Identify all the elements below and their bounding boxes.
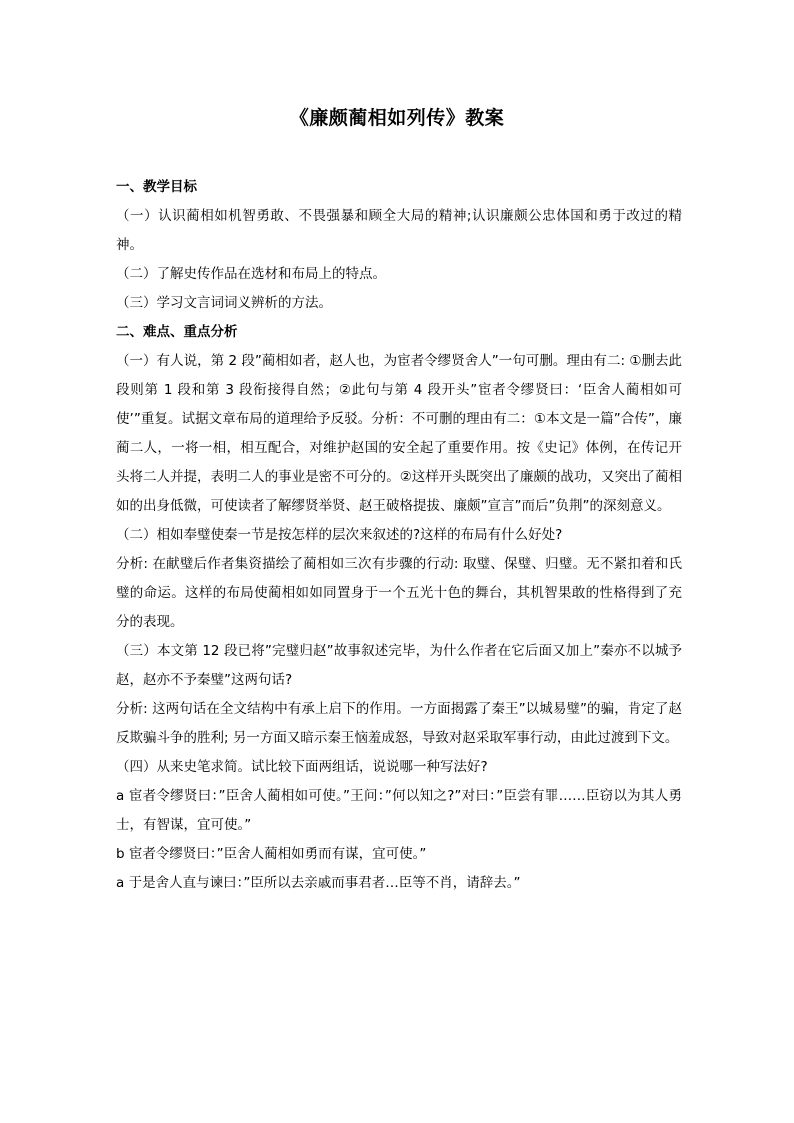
paragraph: （三）学习文言词词义辨析的方法。 [116,295,332,311]
paragraph: （二）了解史传作品在选材和布局上的特点。 [116,266,386,282]
paragraph: （一）有人说，第 2 段”蔺相如者，赵人也，为宦者令缪贤舍人”一句可删。理由有二: ①删去此段则第 1 段和第 3 段衔接得自然；②此句与第 4 段开头”宦者令缪贤曰：‘臣舍人蔺相如可使’”重复。试据文章布局的道理给予反驳。分析：不可删的理由有二：①本文是一篇”合传”，廉蔺二人，一将一相，相互配合，对维护赵国的安全起了重要作用。按《史记》体例，在传记开头将二人并提，表明二人的事业是密不可分的。②这样开头既突出了廉颇的战功，又突出了蔺相如的出身低微，可使读者了解缪贤举贤、赵王破格提拔、廉颇”宣言”而后”负荆”的深刻意义。 [116,353,682,514]
paragraph: 分析: 这两句话在全文结构中有承上启下的作用。一方面揭露了秦王”以城易璧”的骗，肯定了赵反欺骗斗争的胜利; 另一方面又暗示秦王恼羞成怒，导致对赵采取军事行动，由此过渡到下文。 [116,701,682,746]
paragraph: a 于是舍人直与谏曰：”臣所以去亲戚而事君者…臣等不肖，请辞去。” [116,875,521,891]
paragraph: b 宦者令缪贤曰：”臣舍人蔺相如勇而有谋，宜可使。” [116,846,427,862]
section-heading: 二、难点、重点分析 [116,324,238,340]
section-key-points [116,318,682,898]
paragraph: （三）本文第 12 段已将”完璧归赵”故事叙述完毕，为什么作者在它后面又加上”秦亦不以城予赵，赵亦不予秦璧”这两句话? [116,643,682,688]
document-title: 《廉颇蔺相如列传》教案 [289,107,505,129]
paragraph: a 宦者令缪贤曰：”臣舍人蔺相如可使。”王问：”何以知之?”对曰：”臣尝有罪……臣窃以为其人勇士，有智谋，宜可使。” [116,788,682,833]
paragraph: 分析: 在献璧后作者集资描绘了蔺相如三次有步骤的行动: 取璧、保璧、归璧。无不紧扣着和氏璧的命运。这样的布局使蔺相如如同置身于一个五光十色的舞台，其机智果敢的性格得到了充分的表现。 [116,556,682,630]
paragraph: （二）相如奉璧使秦一节是按怎样的层次来叙述的?这样的布局有什么好处? [116,527,563,543]
section-teaching-goals [116,173,682,318]
section-heading: 一、教学目标 [116,179,197,195]
paragraph: （四）从来史笔求简。试比较下面两组话，说说哪一种写法好? [116,759,488,775]
paragraph: （一）认识蔺相如机智勇敢、不畏强暴和顾全大局的精神;认识廉颇公忠体国和勇于改过的精神。 [116,208,682,253]
document-body [116,173,682,898]
